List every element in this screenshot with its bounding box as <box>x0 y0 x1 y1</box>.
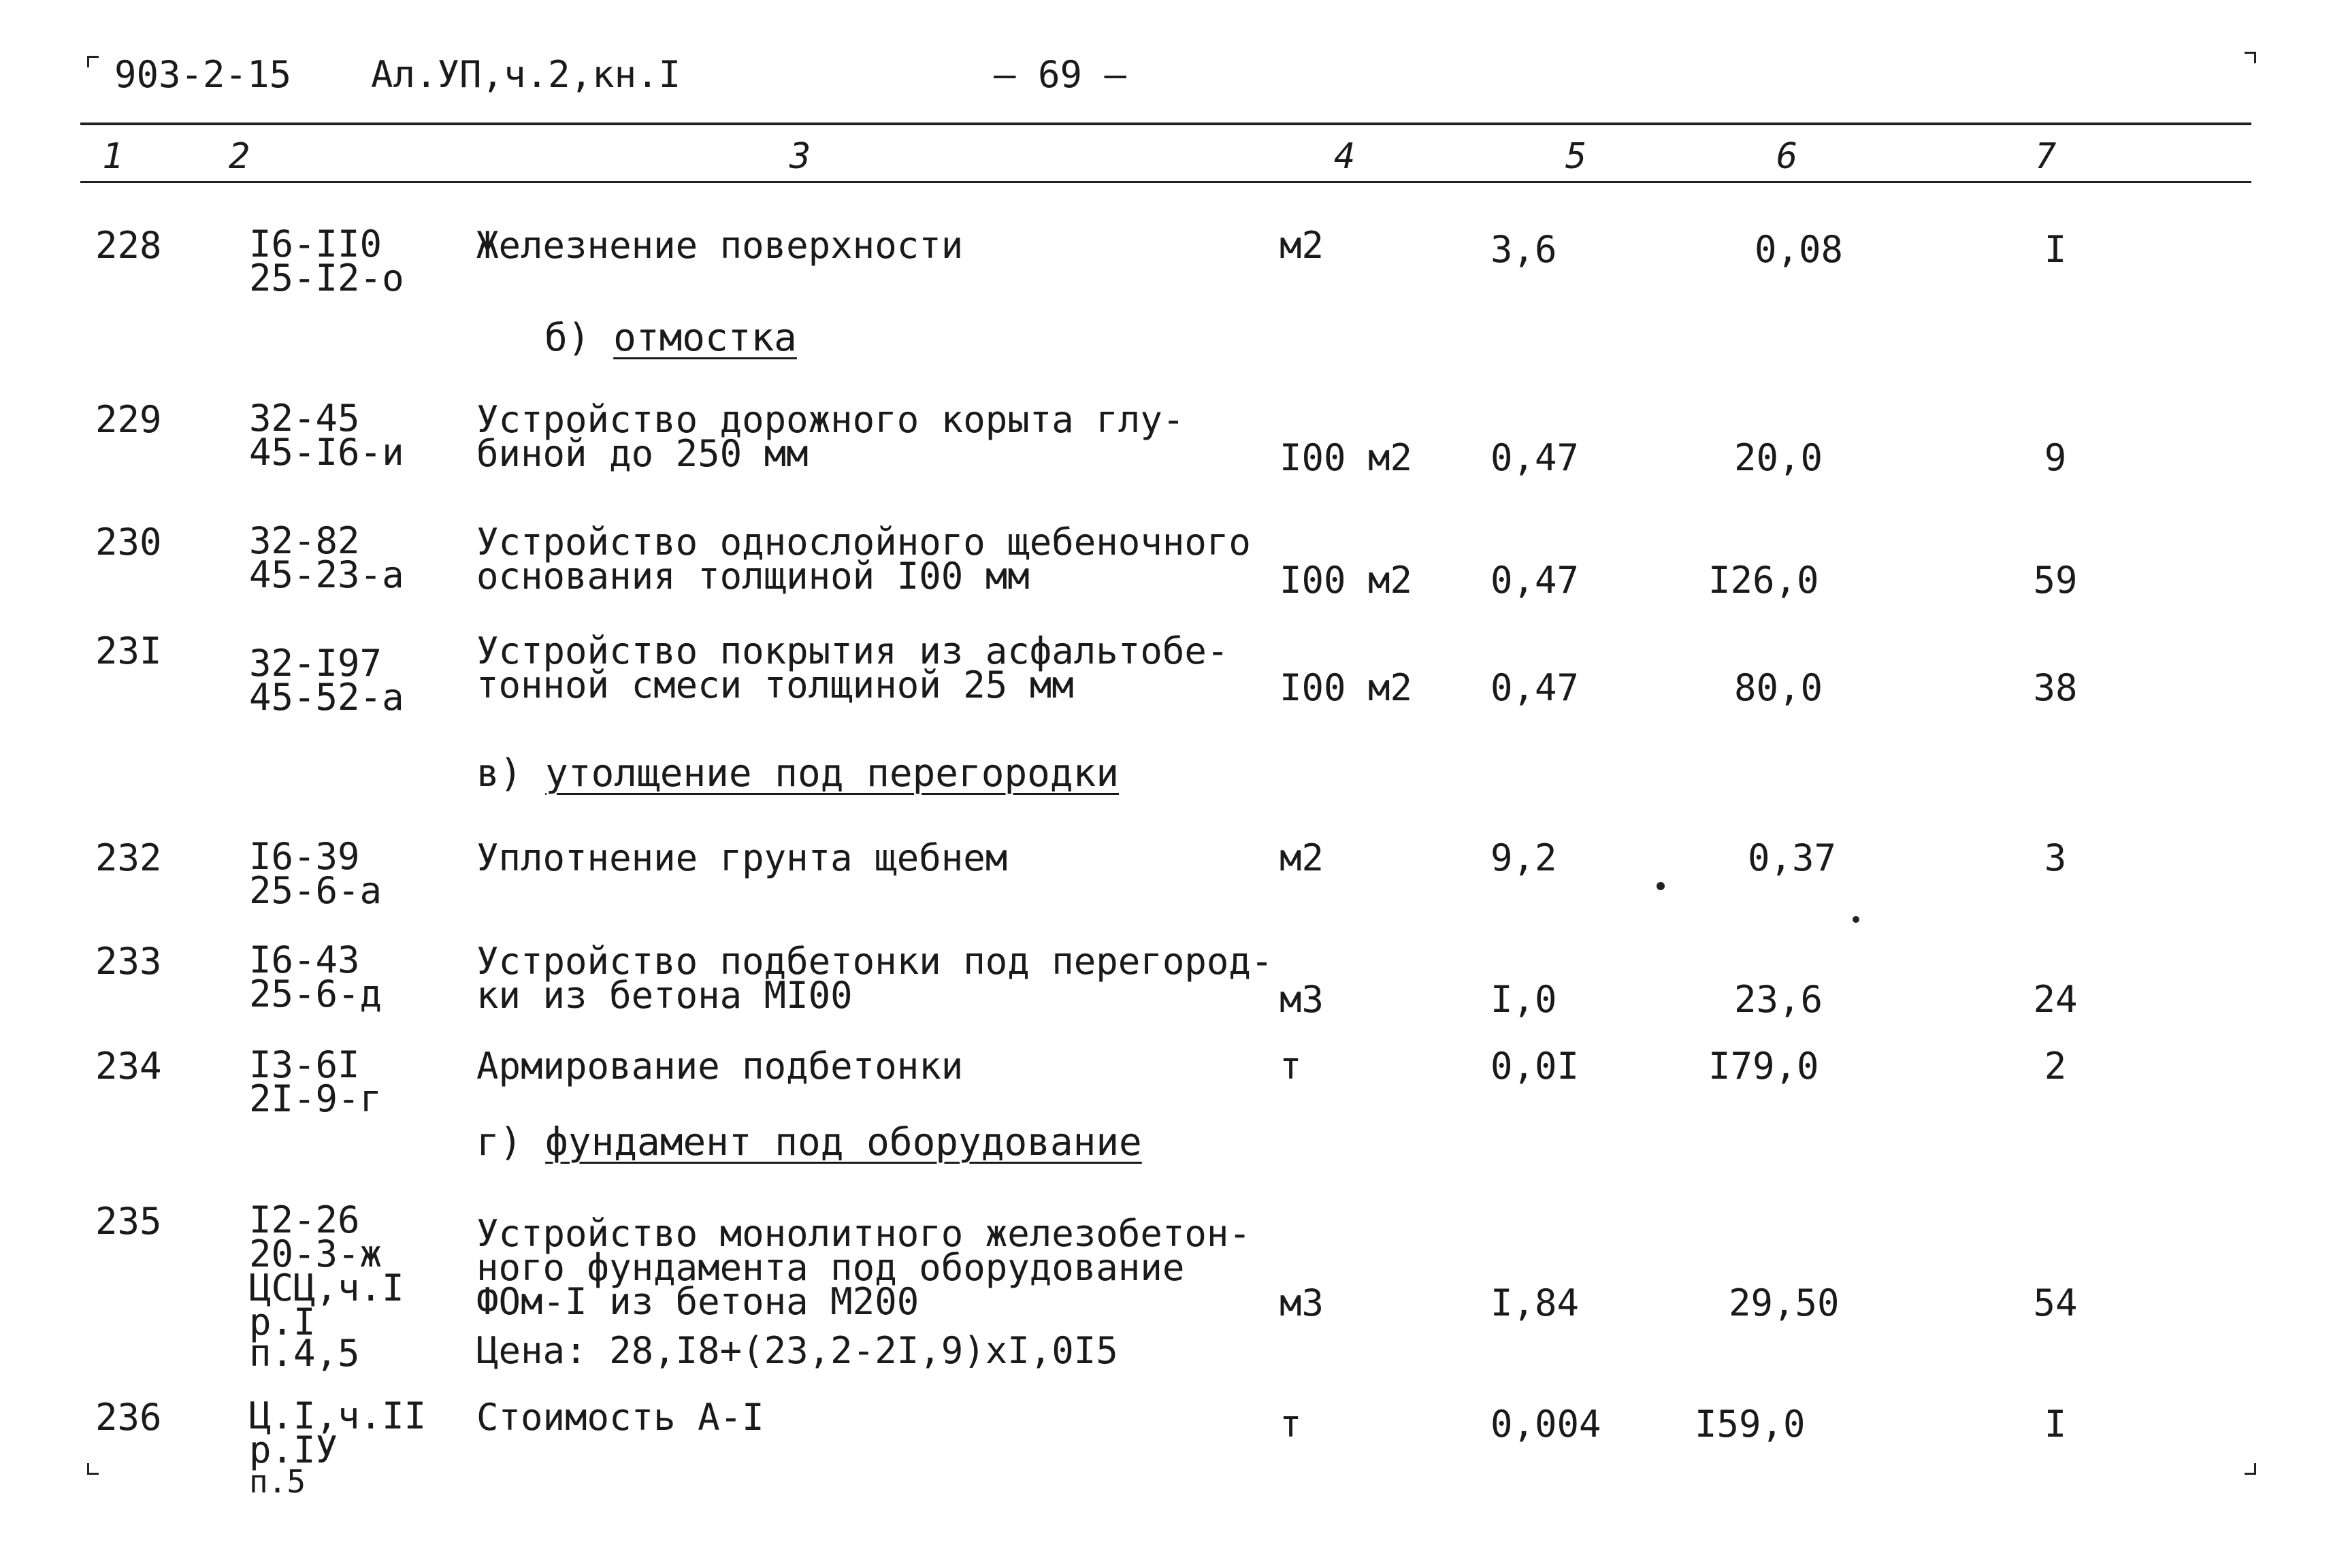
section-title: утолщение под перегородки <box>545 751 1120 796</box>
column-number-4: 4 <box>1334 136 1356 177</box>
estimate-code: ЦСЦ,ч.I <box>249 1267 404 1309</box>
work-description: Стоимость А-I <box>476 1396 764 1439</box>
unit-price: 0,08 <box>1755 228 1844 271</box>
estimate-code: I6-II0 <box>249 223 382 265</box>
estimate-code: 32-45 <box>249 397 360 440</box>
unit-price: I79,0 <box>1708 1045 1819 1088</box>
quantity: 3,6 <box>1490 228 1557 271</box>
scan-speck <box>1657 882 1665 890</box>
column-number-1: 1 <box>102 136 124 177</box>
total-cost: 2 <box>2044 1045 2067 1088</box>
unit-price: 80,0 <box>1734 666 1823 709</box>
work-description: Железнение поверхности <box>476 224 964 267</box>
total-cost: 59 <box>2033 559 2078 602</box>
row-number: 23I <box>95 630 162 672</box>
section-heading-v <box>476 751 1119 796</box>
estimate-code: 45-23-а <box>249 553 404 596</box>
total-cost: 9 <box>2044 436 2067 479</box>
work-description: Устройство однослойного щебеночного <box>476 521 1251 564</box>
row-number: 235 <box>95 1200 162 1243</box>
work-description: Устройство дорожного корыта глу- <box>476 398 1185 441</box>
unit-price: 23,6 <box>1734 978 1823 1021</box>
work-description: ФОм-I из бетона М200 <box>476 1280 919 1323</box>
unit: I00 м2 <box>1279 666 1413 709</box>
doc-code: 903-2-15 <box>114 53 292 96</box>
unit-price: 20,0 <box>1734 436 1823 479</box>
estimate-code: 25-I2-о <box>249 257 404 299</box>
work-description: Уплотнение грунта щебнем <box>476 836 1008 879</box>
work-description: биной до 250 мм <box>476 432 809 475</box>
row-number: 228 <box>95 224 162 267</box>
column-number-5: 5 <box>1565 136 1587 177</box>
work-description: Армирование подбетонки <box>476 1045 964 1088</box>
estimate-code: 32-I97 <box>249 642 382 685</box>
row-number: 233 <box>95 940 162 983</box>
column-number-3: 3 <box>789 136 811 177</box>
section-letter: б) <box>544 316 591 360</box>
quantity: 9,2 <box>1490 836 1557 879</box>
estimate-code: п.4,5 <box>249 1332 360 1375</box>
unit: м3 <box>1279 978 1324 1021</box>
column-number-2: 2 <box>229 136 250 177</box>
work-description: Устройство покрытия из асфальтобе- <box>476 630 1229 672</box>
quantity: I,0 <box>1490 978 1557 1021</box>
work-description: основания толщиной I00 мм <box>476 555 1030 598</box>
unit-price: 29,50 <box>1729 1281 1840 1324</box>
column-number-7: 7 <box>2035 136 2057 177</box>
unit-price: I59,0 <box>1695 1403 1806 1446</box>
estimate-code: п.5 <box>249 1463 306 1500</box>
total-cost: I <box>2044 228 2067 271</box>
work-description: Устройство подбетонки под перегород- <box>476 940 1273 983</box>
total-cost: I <box>2044 1403 2067 1446</box>
quantity: 0,47 <box>1490 559 1580 602</box>
row-number: 232 <box>95 836 162 879</box>
estimate-code: р.I <box>249 1301 316 1343</box>
estimate-code: 45-I6-и <box>249 431 404 474</box>
estimate-code: I6-39 <box>249 835 360 878</box>
row-number: 230 <box>95 521 162 564</box>
row-number: 229 <box>95 398 162 441</box>
total-cost: 38 <box>2033 666 2078 709</box>
work-description: ного фундамента под оборудование <box>476 1246 1185 1289</box>
estimate-code: 25-6-д <box>249 973 382 1015</box>
row-number: 234 <box>95 1045 162 1088</box>
corner-mark-top-right <box>2245 52 2256 63</box>
work-description: Устройство монолитного железобетон- <box>476 1212 1251 1255</box>
unit: I00 м2 <box>1279 559 1413 602</box>
unit-price: I26,0 <box>1708 559 1819 602</box>
section-title: фундамент под оборудование <box>545 1120 1142 1164</box>
album-reference: Ал.УП,ч.2,кн.I <box>371 53 681 96</box>
page-number: — 69 — <box>994 53 1127 96</box>
quantity: 0,004 <box>1490 1403 1601 1446</box>
estimate-code: 2I-9-г <box>249 1077 382 1120</box>
quantity: 0,0I <box>1490 1045 1580 1088</box>
section-letter: г) <box>476 1120 523 1164</box>
unit-price: 0,37 <box>1748 836 1837 879</box>
total-cost: 3 <box>2044 836 2067 879</box>
scan-speck <box>1853 916 1859 923</box>
top-rule <box>80 122 2251 125</box>
estimate-code: Ц.I,ч.II <box>249 1394 427 1437</box>
corner-mark-top-left <box>87 56 99 67</box>
total-cost: 54 <box>2033 1281 2078 1324</box>
total-cost: 24 <box>2033 978 2078 1021</box>
column-number-6: 6 <box>1776 136 1798 177</box>
estimate-code: р.IУ <box>249 1428 338 1471</box>
unit: м2 <box>1279 224 1324 267</box>
corner-mark-bottom-left <box>87 1463 99 1475</box>
header-bottom-rule <box>80 181 2251 183</box>
work-description: ки из бетона МI00 <box>476 974 853 1017</box>
unit: т <box>1279 1045 1302 1088</box>
estimate-code: I2-26 <box>249 1198 360 1241</box>
unit: м3 <box>1279 1281 1324 1324</box>
estimate-code: 25-6-а <box>249 869 382 912</box>
section-heading-b <box>544 316 797 360</box>
unit: I00 м2 <box>1279 436 1413 479</box>
estimate-code: I6-43 <box>249 938 360 981</box>
price-formula: Цена: 28,I8+(23,2-2I,9)хI,0I5 <box>476 1329 1118 1372</box>
quantity: 0,47 <box>1490 436 1580 479</box>
quantity: I,84 <box>1490 1281 1580 1324</box>
quantity: 0,47 <box>1490 666 1580 709</box>
unit: м2 <box>1279 836 1324 879</box>
estimate-code: I3-6I <box>249 1043 360 1086</box>
section-title: отмостка <box>613 316 797 360</box>
unit: т <box>1279 1403 1302 1446</box>
estimate-code: 32-82 <box>249 519 360 562</box>
section-heading-g <box>476 1120 1142 1164</box>
corner-mark-bottom-right <box>2245 1463 2256 1475</box>
section-letter: в) <box>476 751 523 796</box>
estimate-code: 45-52-а <box>249 676 404 719</box>
row-number: 236 <box>95 1396 162 1439</box>
work-description: тонной смеси толщиной 25 мм <box>476 664 1074 706</box>
estimate-code: 20-3-ж <box>249 1232 382 1275</box>
